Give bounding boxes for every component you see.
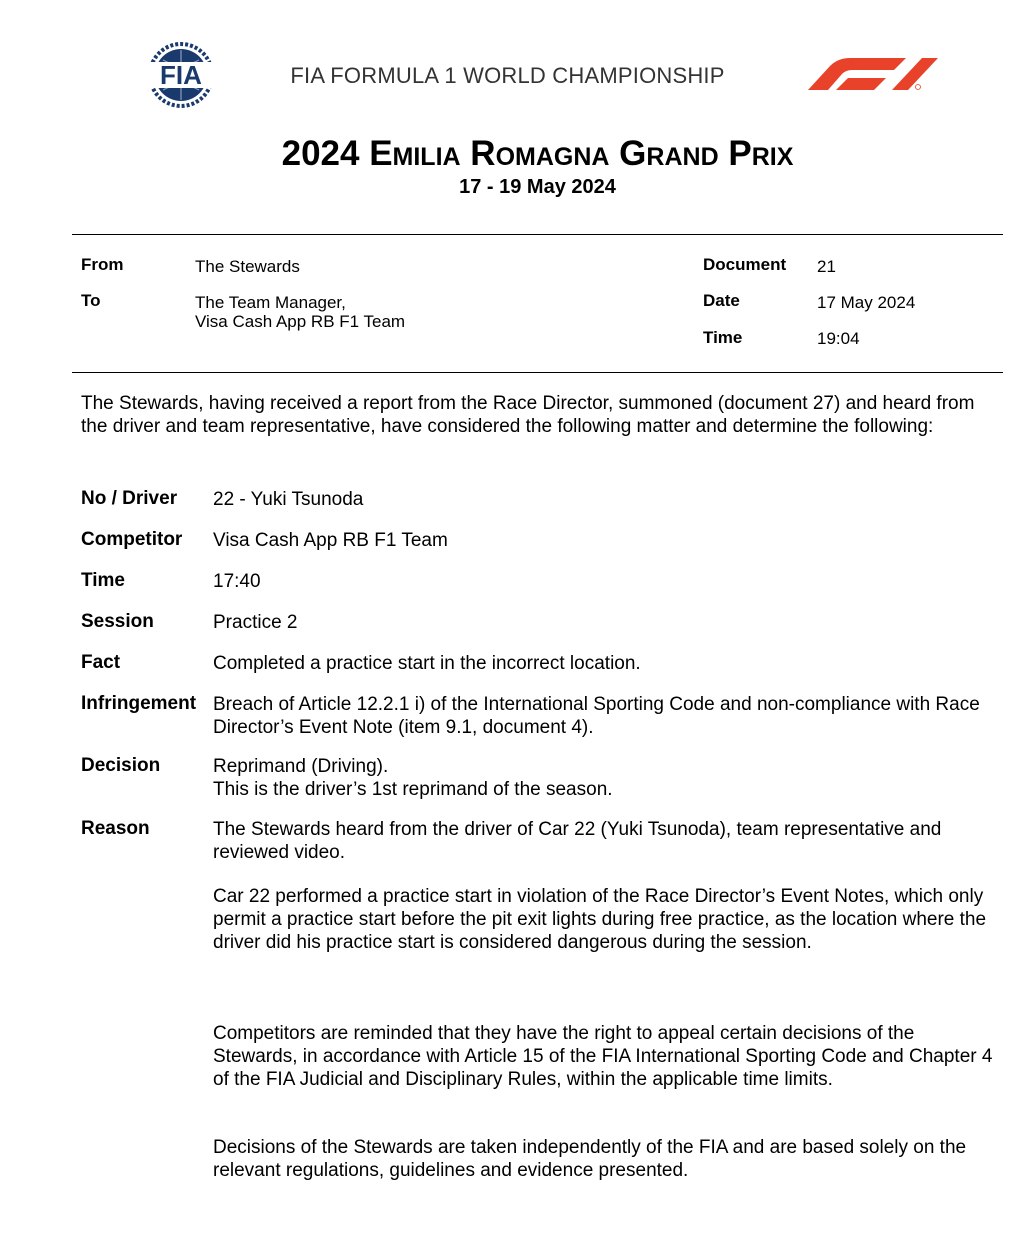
divider-bottom <box>72 372 1003 373</box>
incident-time-value: 17:40 <box>213 571 261 592</box>
decision-label: Decision <box>81 755 161 776</box>
driver-value: 22 - Yuki Tsunoda <box>213 489 364 510</box>
reason-label: Reason <box>81 818 150 839</box>
session-label: Session <box>81 611 154 632</box>
decision-value <box>213 755 998 801</box>
decision-line1: Reprimand (Driving). <box>213 756 389 777</box>
event-title: 2024 Emilia Romagna Grand Prix <box>281 134 794 173</box>
date-value: 17 May 2024 <box>817 293 916 312</box>
event-dates: 17 - 19 May 2024 <box>459 176 616 198</box>
incident-time-label: Time <box>81 570 126 591</box>
fact-label: Fact <box>81 652 121 673</box>
f1-logo <box>808 56 940 92</box>
time-label: Time <box>703 328 743 347</box>
independence-notice: Decisions of the Stewards are taken independently of the FIA and are based solely on the relevant regulations, guidelines and evidence presented. <box>213 1137 967 1181</box>
document-number: 21 <box>817 257 836 276</box>
championship-title: FIA FORMULA 1 WORLD CHAMPIONSHIP <box>290 63 725 88</box>
infringement-value: Breach of Article 12.2.1 i) of the International Sporting Code and non-compliance with Race Director’s Event Note (item 9.1, document 4). <box>213 694 980 738</box>
appeal-notice: Competitors are reminded that they have the right to appeal certain decisions of the Stewards, in accordance with Article 15 of the FIA International Sporting Code and Chapter 4 of the FIA Judicial and Disciplinary Rules, within the applicable time limits. <box>213 1023 993 1090</box>
to-value-line1: The Team Manager, <box>195 293 346 312</box>
to-label: To <box>81 291 101 310</box>
infringement-label: Infringement <box>81 693 197 714</box>
time-value: 19:04 <box>817 329 860 348</box>
decision-line2: This is the driver’s 1st reprimand of the season. <box>213 779 613 800</box>
divider-top <box>72 234 1003 235</box>
fia-logo-text: FIA <box>160 60 202 90</box>
reason-paragraph-2: Car 22 performed a practice start in violation of the Race Director’s Event Notes, which only permit a practice start before the pit exit lights during free practice, as the location where the driver did his practice start is considered dangerous during the session. <box>213 886 987 953</box>
date-label: Date <box>703 291 740 310</box>
from-label: From <box>81 255 124 274</box>
competitor-value: Visa Cash App RB F1 Team <box>213 530 448 551</box>
session-value: Practice 2 <box>213 612 298 633</box>
to-value <box>195 293 405 331</box>
intro-paragraph: The Stewards, having received a report from the Race Director, summoned (document 27) and heard from the driver and team representative, have considered the following matter and determine the following: <box>81 393 975 437</box>
driver-label: No / Driver <box>81 488 178 509</box>
competitor-label: Competitor <box>81 529 183 550</box>
document-label: Document <box>703 255 787 274</box>
reason-paragraph-1: The Stewards heard from the driver of Car 22 (Yuki Tsunoda), team representative and reviewed video. <box>213 819 942 863</box>
from-value: The Stewards <box>195 257 300 276</box>
fact-value: Completed a practice start in the incorrect location. <box>213 653 641 674</box>
to-value-line2: Visa Cash App RB F1 Team <box>195 312 406 331</box>
